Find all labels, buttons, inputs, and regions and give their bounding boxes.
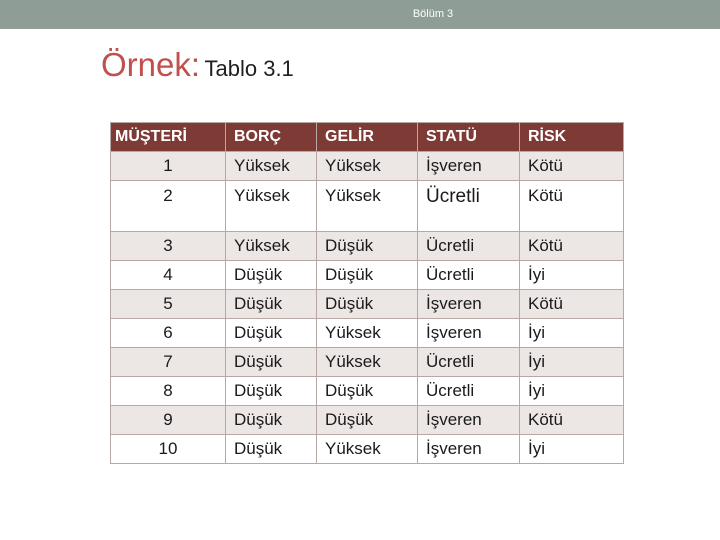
cell-musteri: 10 (111, 435, 226, 464)
cell-musteri: 7 (111, 348, 226, 377)
table-row (111, 406, 624, 435)
table-header-row (111, 123, 624, 152)
cell-statu: İşveren (418, 152, 520, 181)
column-header-statu: STATÜ (418, 123, 520, 152)
cell-musteri: 4 (111, 261, 226, 290)
cell-borc: Yüksek (226, 181, 317, 232)
table-row (111, 435, 624, 464)
cell-risk: Kötü (520, 290, 624, 319)
cell-borc: Düşük (226, 435, 317, 464)
cell-gelir: Yüksek (317, 152, 418, 181)
cell-risk: İyi (520, 348, 624, 377)
cell-gelir: Düşük (317, 232, 418, 261)
cell-musteri: 5 (111, 290, 226, 319)
cell-statu: Ücretli (418, 377, 520, 406)
cell-risk: Kötü (520, 181, 624, 232)
cell-musteri: 2 (111, 181, 226, 232)
cell-statu: Ücretli (418, 348, 520, 377)
column-header-risk: RİSK (520, 123, 624, 152)
cell-statu: Ücretli (418, 232, 520, 261)
cell-statu: İşveren (418, 319, 520, 348)
cell-borc: Düşük (226, 290, 317, 319)
cell-statu: İşveren (418, 406, 520, 435)
cell-gelir: Yüksek (317, 319, 418, 348)
table-row (111, 290, 624, 319)
cell-gelir: Yüksek (317, 435, 418, 464)
cell-borc: Düşük (226, 406, 317, 435)
cell-gelir: Yüksek (317, 348, 418, 377)
cell-risk: Kötü (520, 152, 624, 181)
cell-musteri: 3 (111, 232, 226, 261)
table-row (111, 152, 624, 181)
cell-statu: İşveren (418, 290, 520, 319)
table-row (111, 348, 624, 377)
cell-risk: İyi (520, 319, 624, 348)
cell-gelir: Yüksek (317, 181, 418, 232)
column-header-borc: BORÇ (226, 123, 317, 152)
cell-risk: İyi (520, 261, 624, 290)
cell-borc: Düşük (226, 348, 317, 377)
slide-title (101, 46, 294, 84)
cell-musteri: 1 (111, 152, 226, 181)
title-sub: Tablo 3.1 (204, 56, 294, 81)
cell-risk: Kötü (520, 232, 624, 261)
cell-borc: Yüksek (226, 232, 317, 261)
table-row (111, 232, 624, 261)
title-main: Örnek: (101, 46, 201, 83)
table-row (111, 319, 624, 348)
cell-gelir: Düşük (317, 406, 418, 435)
data-table (110, 122, 624, 464)
cell-gelir: Düşük (317, 290, 418, 319)
cell-statu: Ücretli (418, 181, 520, 232)
cell-musteri: 6 (111, 319, 226, 348)
column-header-gelir: GELİR (317, 123, 418, 152)
cell-risk: İyi (520, 435, 624, 464)
cell-borc: Düşük (226, 377, 317, 406)
table-row (111, 181, 624, 232)
table-row (111, 377, 624, 406)
cell-borc: Düşük (226, 261, 317, 290)
cell-musteri: 9 (111, 406, 226, 435)
table-row (111, 261, 624, 290)
cell-statu: Ücretli (418, 261, 520, 290)
cell-risk: Kötü (520, 406, 624, 435)
cell-borc: Düşük (226, 319, 317, 348)
cell-gelir: Düşük (317, 261, 418, 290)
cell-gelir: Düşük (317, 377, 418, 406)
cell-risk: İyi (520, 377, 624, 406)
cell-musteri: 8 (111, 377, 226, 406)
cell-borc: Yüksek (226, 152, 317, 181)
column-header-musteri: MÜŞTERİ (111, 123, 226, 152)
chapter-label: Bölüm 3 (412, 8, 454, 20)
cell-statu: İşveren (418, 435, 520, 464)
